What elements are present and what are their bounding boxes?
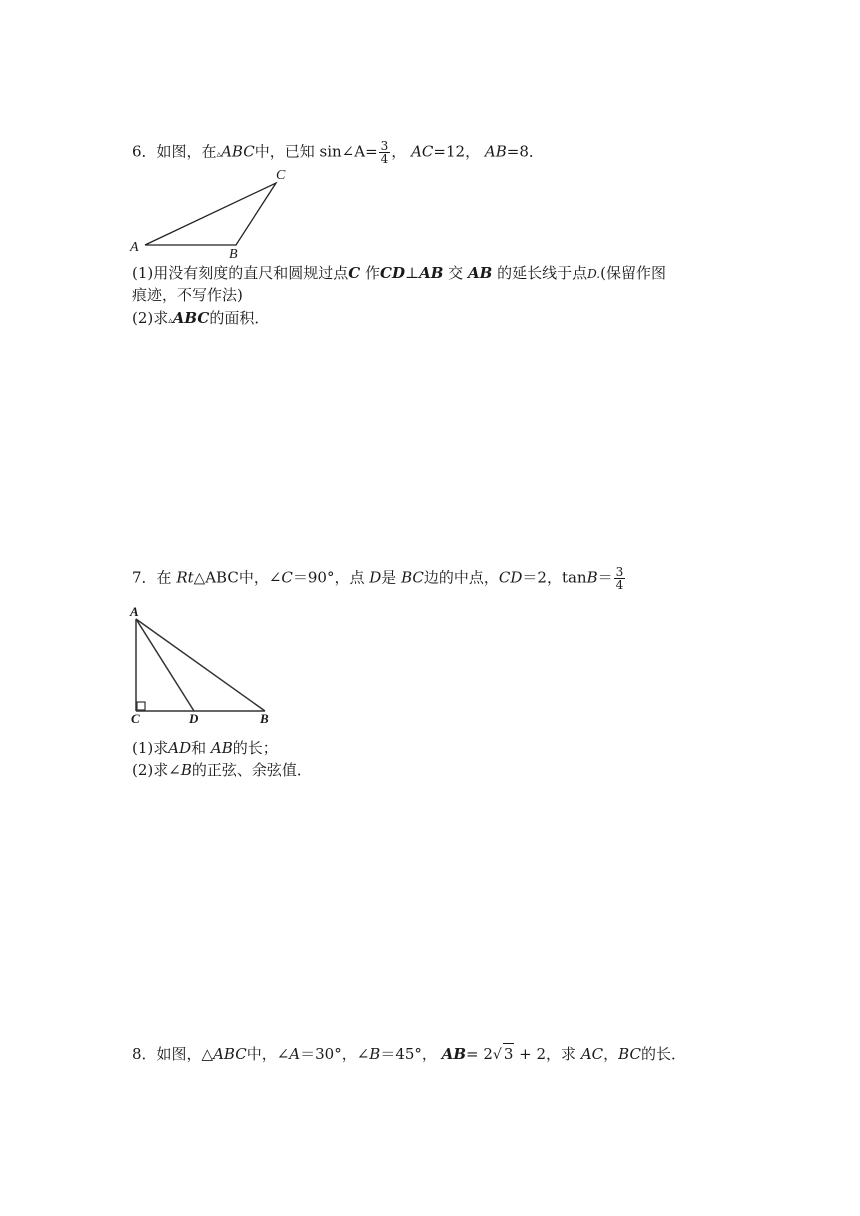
q6-text: 如图，在 [156,142,217,161]
q6-text: ， [391,142,407,161]
q8-ac: AC [580,1045,604,1063]
q7-point-d: D [369,568,382,587]
q6-part1-text: (1)用没有刻度的直尺和圆规过点 [132,264,349,282]
q7-part2-text: (2)求∠ [132,761,181,779]
q7-angle-b: B [586,568,598,587]
q8-text: 中，∠ [246,1045,290,1063]
q7-text: ＝90°，点 [292,568,365,587]
q8-triangle-name: ABC [213,1045,247,1063]
q8-bc: BC [618,1045,641,1063]
q6-part1-cd: CD [380,264,405,282]
q7-point-c-label: C [131,711,140,726]
q7-frac-num: 3 [615,565,624,579]
q7-part1-text: 和 [191,739,207,757]
q6-part1-text: 交 [448,264,464,282]
right-angle-marker [137,702,145,710]
q6-triangle-name: ABC [221,142,255,161]
perpendicular-symbol: ⊥ [404,264,420,282]
q6-part2-text: 的面积． [209,309,270,327]
q7-part1 [132,738,278,758]
q6-part2-text: (2)求 [132,309,169,327]
q8-angle-b: B [369,1045,381,1063]
triangle-symbol: ▵ [216,149,222,160]
q8-eq: = 2 [466,1045,493,1063]
q7-text: 是 [381,568,397,587]
q7-rt: Rt [176,568,194,587]
q8-text: ＝30°，∠ [300,1045,370,1063]
q6-point-b-label: B [229,247,238,262]
q6-stem: 6．如图，在▵ABC中，已知 sin∠A= $\frac{3}{4}$ ， AC=12， AB=8． [132,139,544,166]
q7-point-a-label: A [130,604,139,619]
q8-number: 8． [132,1045,157,1063]
q7-triangle-name: △ABC [193,568,239,587]
q6-ac: AC [411,142,434,161]
q7-angle-c: C [281,568,293,587]
q6-triangle [145,183,276,245]
q7-cd: CD [498,568,523,587]
q7-part2 [132,760,312,780]
q7-point-d-label: D [189,711,199,726]
q6-text: ． [528,142,544,161]
q6-part2-triangle: ABC [172,309,210,327]
q6-frac-den: 4 [380,152,389,166]
q7-text: 边的中点， [423,568,499,587]
q7-segment-ad [136,619,194,711]
q6-frac-num: 3 [380,139,389,153]
q6-part1-line2: 痕迹，不写作法) [132,286,243,304]
q8-plus: + 2 [514,1045,547,1063]
q6-part1-text: 作 [364,264,380,282]
q7-number: 7． [132,568,157,587]
triangle-symbol: ▵ [168,316,173,326]
q6-part1-point-c: C [348,264,361,282]
q7-text: 中，∠ [238,568,282,587]
q7-part2-text: 的正弦、余弦值． [191,761,312,779]
q6-fraction [379,140,391,165]
q7-text: ＝ [597,568,613,587]
q6-part1-ab2: AB [467,264,493,282]
q6-point-a-label: A [130,240,139,255]
q6-sin-expr: sin∠A [319,142,366,161]
q7-fraction [614,566,626,591]
q6-ab-value: 8 [519,142,529,161]
q6-point-c-label: C [276,168,286,183]
q7-part1-ad: AD [168,739,192,757]
q7-part1-text: (1)求 [132,739,169,757]
q8-sqrt-value: 3 [503,1045,514,1063]
q8-angle-a: A [289,1045,301,1063]
q6-part1-text: (保留作图 [600,264,666,282]
q8-text: ， [603,1045,619,1063]
q6-part2 [132,308,269,331]
q6-part1-ab: AB [419,264,444,282]
q6-number: 6． [132,142,157,161]
q7-part2-angle-b: B [180,761,192,779]
q8-text: 的长． [640,1045,686,1063]
q7-text: 在 [156,568,172,587]
q6-part1 [132,263,666,284]
q8-text: ，求 [546,1045,577,1063]
q6-text: ， [465,142,481,161]
q6-ab: AB [484,142,507,161]
q6-part1-point-d: D. [587,267,601,281]
q7-stem [132,566,626,591]
q6-ac-value: 12 [445,142,466,161]
q7-bc: BC [401,568,424,587]
q7-side-ab [136,619,265,711]
q8-stem [132,1043,686,1065]
q6-eq: = [365,142,378,161]
q6-part1-text: 的延长线于点 [497,264,588,282]
q7-point-b-label: B [260,711,269,726]
q6-text: 中，已知 [254,142,315,161]
q7-frac-den: 4 [615,578,624,592]
q8-text: ＝45°， [380,1045,437,1063]
q8-text: 如图，△ [156,1045,214,1063]
sqrt-symbol: √ [492,1047,502,1063]
q7-part1-text: 的长； [232,739,278,757]
q7-text: ＝2，tan [522,568,587,587]
q8-ab: AB [441,1045,467,1063]
q7-part1-ab: AB [210,739,233,757]
